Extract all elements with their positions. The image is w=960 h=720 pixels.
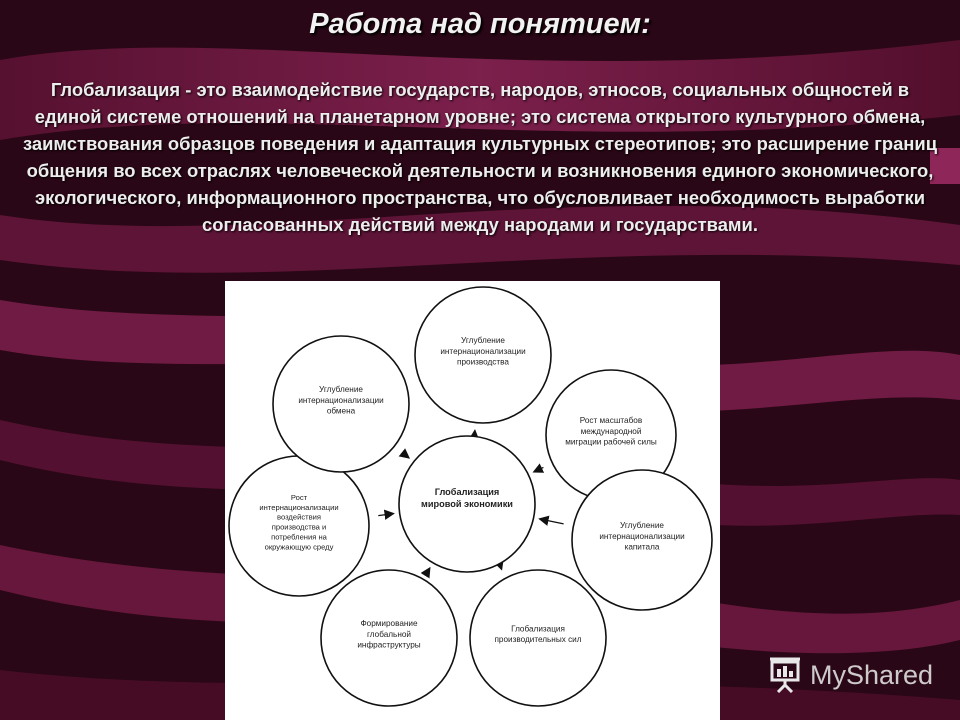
diagram-node-label: интернационализации xyxy=(298,395,384,405)
diagram-node-label: интернационализации xyxy=(599,531,685,541)
diagram-node-label: Рост масштабов xyxy=(579,416,643,426)
diagram-node-label: воздействия xyxy=(277,512,321,522)
diagram-node-label: миграции рабочей силы xyxy=(565,437,657,447)
diagram-node-label: производства и xyxy=(271,522,327,532)
diagram-node-label: международной xyxy=(580,426,642,436)
diagram-node-label: производительных сил xyxy=(494,635,582,645)
slide-title: Работа над понятием: xyxy=(309,8,651,40)
diagram-node-label: Углубление xyxy=(461,336,505,346)
definition-text: Глобализация - это взаимодействие государств, народов, этносов, социальных общностей в единой системе отношений на планетарном уровне; это система открытого культурного обмена, заимствования образцов поведения и адаптация культурных стереотипов; это расширение границ общения во всех отраслях человеческой деятельности и возникновения единого экономического, экологического, информационного пространства, что обусловливает необходимость выработки согласованных действий между народами и государствами. xyxy=(22,79,938,235)
diagram-node-label: инфраструктуры xyxy=(357,640,421,650)
diagram-node-label: интернационализации xyxy=(440,346,526,356)
center-node-label: Глобализация xyxy=(434,487,500,498)
diagram-node-label: Углубление xyxy=(620,521,664,531)
globalization-diagram xyxy=(225,281,720,720)
diagram-node-label: окружающую среду xyxy=(264,542,334,552)
diagram-arrow xyxy=(402,453,409,459)
diagram-node-label: Рост xyxy=(290,493,308,502)
diagram-node-label: обмена xyxy=(326,406,356,416)
diagram-node-label: Глобализация xyxy=(511,624,565,634)
diagram-node-label: интернационализации xyxy=(259,502,339,512)
diagram-arrow xyxy=(534,467,544,472)
center-node-label: мировой экономики xyxy=(421,499,513,510)
myshared-watermark xyxy=(766,655,933,695)
diagram-node-label: глобальной xyxy=(367,629,411,639)
diagram-node-label: капитала xyxy=(624,542,660,552)
diagram-node-label: Формирование xyxy=(360,619,418,629)
diagram-arrow xyxy=(540,519,564,524)
presentation-board-icon xyxy=(766,657,804,693)
diagram-node-label: потребления на xyxy=(271,532,327,542)
diagram-arrow xyxy=(428,568,430,571)
diagram-arrow xyxy=(378,514,393,516)
diagram-node-label: Углубление xyxy=(319,385,363,395)
watermark-text: MyShared xyxy=(810,659,934,690)
diagram-node-label: производства xyxy=(457,357,509,367)
diagram-canvas xyxy=(225,281,720,720)
